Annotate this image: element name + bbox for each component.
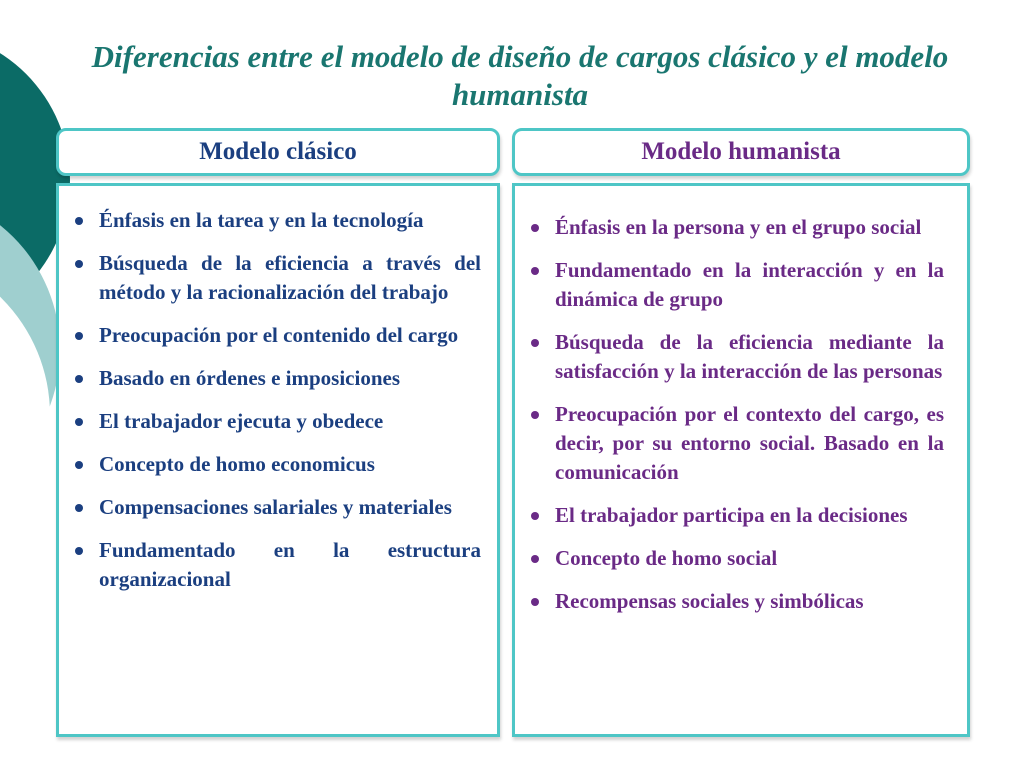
bullet-icon	[75, 461, 83, 469]
list-item-text: Basado en órdenes e imposiciones	[99, 366, 401, 390]
list-item	[71, 407, 481, 436]
left-content-box	[56, 183, 500, 737]
bullet-icon	[531, 339, 539, 347]
list-item-text: Fundamentado en la estructura organizacional	[99, 538, 481, 591]
list-item-text: Búsqueda de la eficiencia a través del método y la racionalización del trabajo	[99, 251, 481, 304]
header-modelo-humanista	[512, 128, 970, 176]
left-bullet-list	[71, 206, 481, 608]
list-item	[71, 493, 481, 522]
header-label-right: Modelo humanista	[641, 138, 841, 165]
list-item	[527, 256, 944, 314]
list-item-text: Compensaciones salariales y materiales	[99, 495, 452, 519]
list-item	[71, 206, 481, 235]
bullet-icon	[531, 411, 539, 419]
bullet-icon	[75, 260, 83, 268]
list-item	[71, 321, 481, 350]
list-item	[71, 249, 481, 307]
list-item	[527, 328, 944, 386]
right-content-box	[512, 183, 970, 737]
list-item-text: Énfasis en la tarea y en la tecnología	[99, 208, 424, 232]
list-item-text: El trabajador ejecuta y obedece	[99, 409, 384, 433]
bullet-icon	[75, 332, 83, 340]
right-bullet-list	[527, 213, 944, 630]
list-item-text: El trabajador participa en la decisiones	[555, 503, 908, 527]
list-item-text: Concepto de homo social	[555, 546, 778, 570]
list-item	[71, 364, 481, 393]
bullet-icon	[531, 555, 539, 563]
list-item-text: Concepto de homo economicus	[99, 452, 375, 476]
list-item-text: Preocupación por el contenido del cargo	[99, 323, 459, 347]
list-item	[527, 544, 944, 573]
bullet-icon	[75, 418, 83, 426]
slide-title: Diferencias entre el modelo de diseño de cargos clásico y el modelo humanista	[91, 39, 949, 112]
bullet-icon	[75, 217, 83, 225]
list-item	[527, 587, 944, 616]
bullet-icon	[75, 504, 83, 512]
header-modelo-clasico	[56, 128, 500, 176]
bullet-icon	[531, 267, 539, 275]
bullet-icon	[531, 512, 539, 520]
list-item-text: Preocupación por el contexto del cargo, es decir, por su entorno social. Basado en la comunicación	[555, 402, 944, 484]
bullet-icon	[75, 547, 83, 555]
bullet-icon	[531, 598, 539, 606]
list-item	[527, 213, 944, 242]
list-item	[527, 400, 944, 487]
list-item-text: Fundamentado en la interacción y en la dinámica de grupo	[555, 258, 944, 311]
list-item	[71, 450, 481, 479]
list-item	[527, 501, 944, 530]
list-item-text: Recompensas sociales y simbólicas	[555, 589, 864, 613]
list-item-text: Búsqueda de la eficiencia mediante la satisfacción y la interacción de las personas	[555, 330, 944, 383]
bullet-icon	[531, 224, 539, 232]
list-item-text: Énfasis en la persona y en el grupo social	[555, 215, 922, 239]
list-item	[71, 536, 481, 594]
bullet-icon	[75, 375, 83, 383]
header-label-left: Modelo clásico	[199, 138, 357, 165]
